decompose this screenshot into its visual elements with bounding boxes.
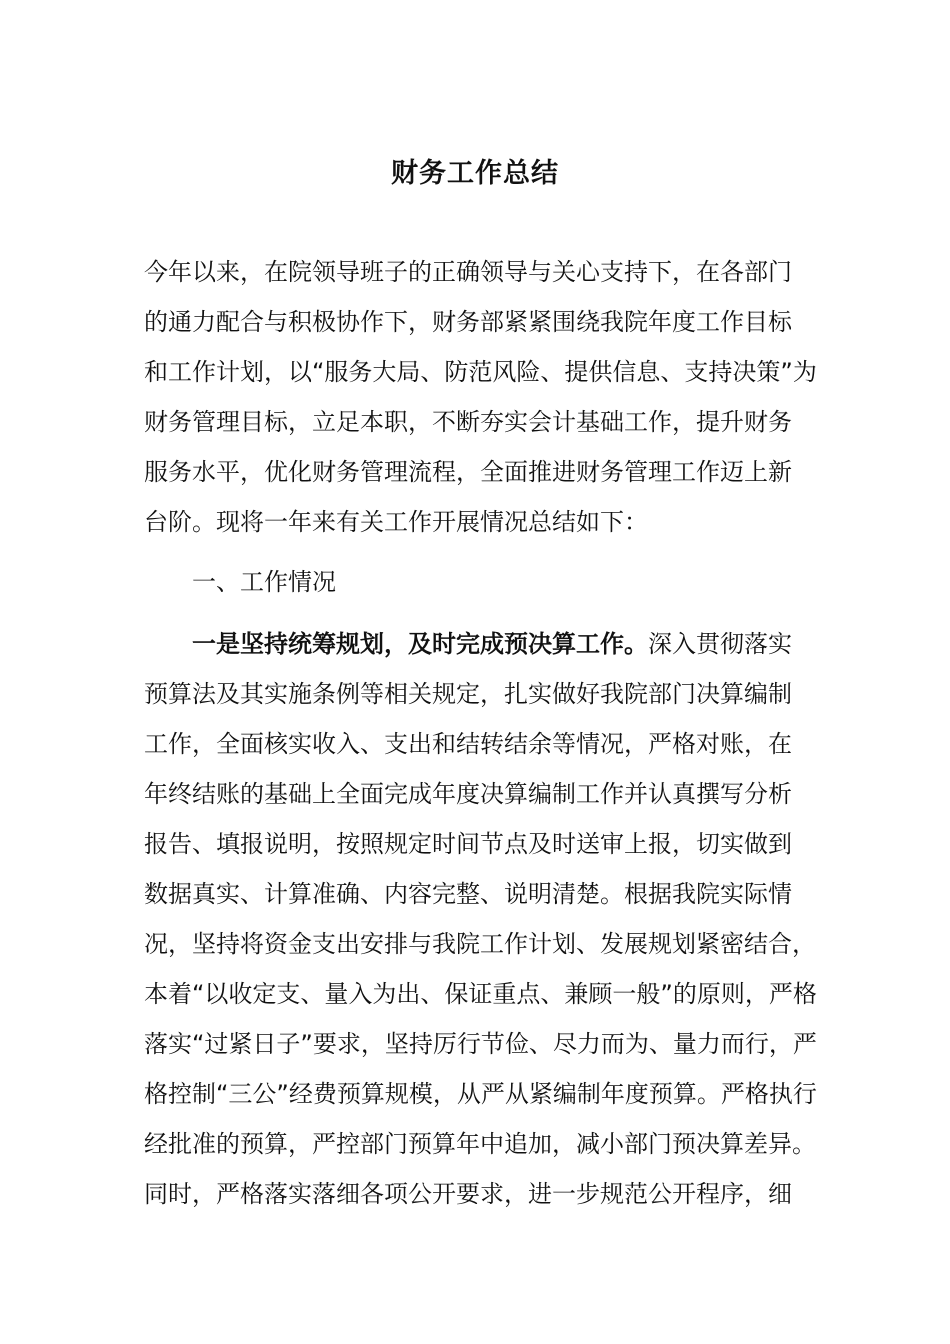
paragraph-line: 同时，严格落实落细各项公开要求，进一步规范公开程序，细 — [144, 1180, 792, 1208]
paragraph-line: 报告、填报说明，按照规定时间节点及时送审上报，切实做到 — [144, 830, 792, 858]
paragraph-line: 经批准的预算，严控部门预算年中追加，减小部门预决算差异。 — [144, 1130, 816, 1158]
paragraph-line: 数据真实、计算准确、内容完整、说明清楚。根据我院实际情 — [144, 880, 792, 908]
intro-line: 今年以来，在院领导班子的正确领导与关心支持下，在各部门 — [144, 258, 792, 286]
section-heading: 一、工作情况 — [192, 568, 336, 596]
paragraph-line: 况，坚持将资金支出安排与我院工作计划、发展规划紧密结合， — [144, 930, 816, 958]
paragraph-line: 预算法及其实施条例等相关规定，扎实做好我院部门决算编制 — [144, 680, 792, 708]
paragraph-first-line — [192, 628, 792, 660]
intro-line: 服务水平，优化财务管理流程，全面推进财务管理工作迈上新 — [144, 458, 792, 486]
intro-line: 财务管理目标，立足本职，不断夯实会计基础工作，提升财务 — [144, 408, 792, 436]
document-title: 财务工作总结 — [391, 158, 559, 189]
paragraph-first-line-rest: 深入贯彻落实 — [648, 630, 792, 658]
paragraph-lead: 一是坚持统筹规划，及时完成预决算工作。 — [192, 630, 648, 658]
intro-line: 的通力配合与积极协作下，财务部紧紧围绕我院年度工作目标 — [144, 308, 792, 336]
paragraph-line: 本着“以收定支、量入为出、保证重点、兼顾一般”的原则，严格 — [144, 980, 817, 1008]
paragraph-line: 格控制“三公”经费预算规模，从严从紧编制年度预算。严格执行 — [144, 1080, 817, 1108]
paragraph-line: 年终结账的基础上全面完成年度决算编制工作并认真撰写分析 — [144, 780, 792, 808]
intro-line: 和工作计划，以“服务大局、防范风险、提供信息、支持决策”为 — [144, 358, 817, 386]
intro-line: 台阶。现将一年来有关工作开展情况总结如下： — [144, 508, 648, 536]
paragraph-line: 工作，全面核实收入、支出和结转结余等情况，严格对账，在 — [144, 730, 792, 758]
paragraph-line: 落实“过紧日子”要求，坚持厉行节俭、尽力而为、量力而行，严 — [144, 1030, 817, 1058]
